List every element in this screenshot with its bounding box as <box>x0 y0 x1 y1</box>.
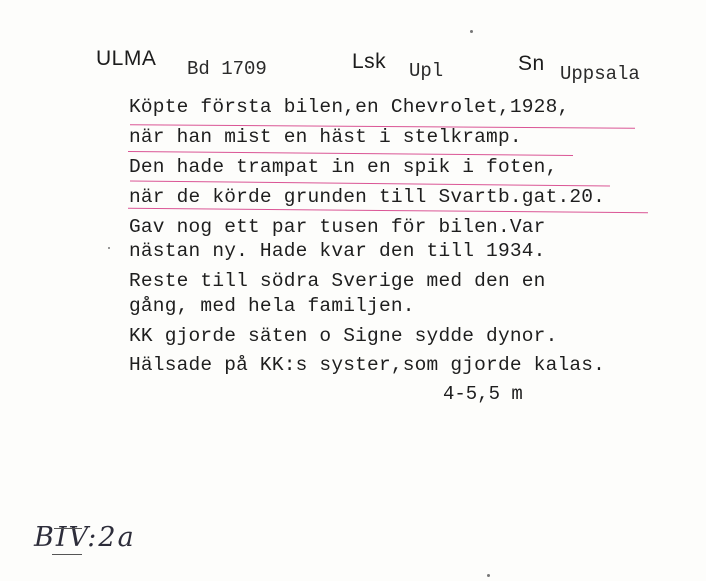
stray-mark <box>487 574 490 577</box>
signum-underline <box>52 554 82 555</box>
body-line-5: Gav nog ett par tusen för bilen.Var <box>129 216 546 238</box>
measure-value: 4-5,5 m <box>443 383 523 405</box>
signum-overline <box>54 528 82 529</box>
body-line-3: Den hade trampat in en spik i foten, <box>129 156 558 178</box>
underline-4 <box>128 208 648 214</box>
body-line-2: när han mist en häst i stelkramp. <box>129 126 522 148</box>
lsk-label: Lsk <box>352 50 387 73</box>
stray-mark <box>470 30 473 33</box>
body-line-8: gång, med hela familjen. <box>129 295 415 317</box>
body-line-9: KK gjorde säten o Signe sydde dynor. <box>129 325 558 347</box>
body-line-6: nästan ny. Hade kvar den till 1934. <box>129 240 546 262</box>
body-line-7: Reste till södra Sverige med den en <box>129 270 546 292</box>
body-line-1: Köpte första bilen,en Chevrolet,1928, <box>129 96 570 118</box>
signum-code: BIV:2a <box>34 522 136 553</box>
bd-value: Bd 1709 <box>187 58 267 80</box>
lsk-value: Upl <box>409 60 444 82</box>
stray-mark <box>108 247 110 249</box>
sn-label: Sn <box>518 52 545 75</box>
sn-value: Uppsala <box>560 63 640 85</box>
ulma-label: ULMA <box>96 47 157 70</box>
body-line-10: Hälsade på KK:s syster,som gjorde kalas. <box>129 354 606 376</box>
body-line-4: när de körde grunden till Svartb.gat.20. <box>129 186 606 208</box>
